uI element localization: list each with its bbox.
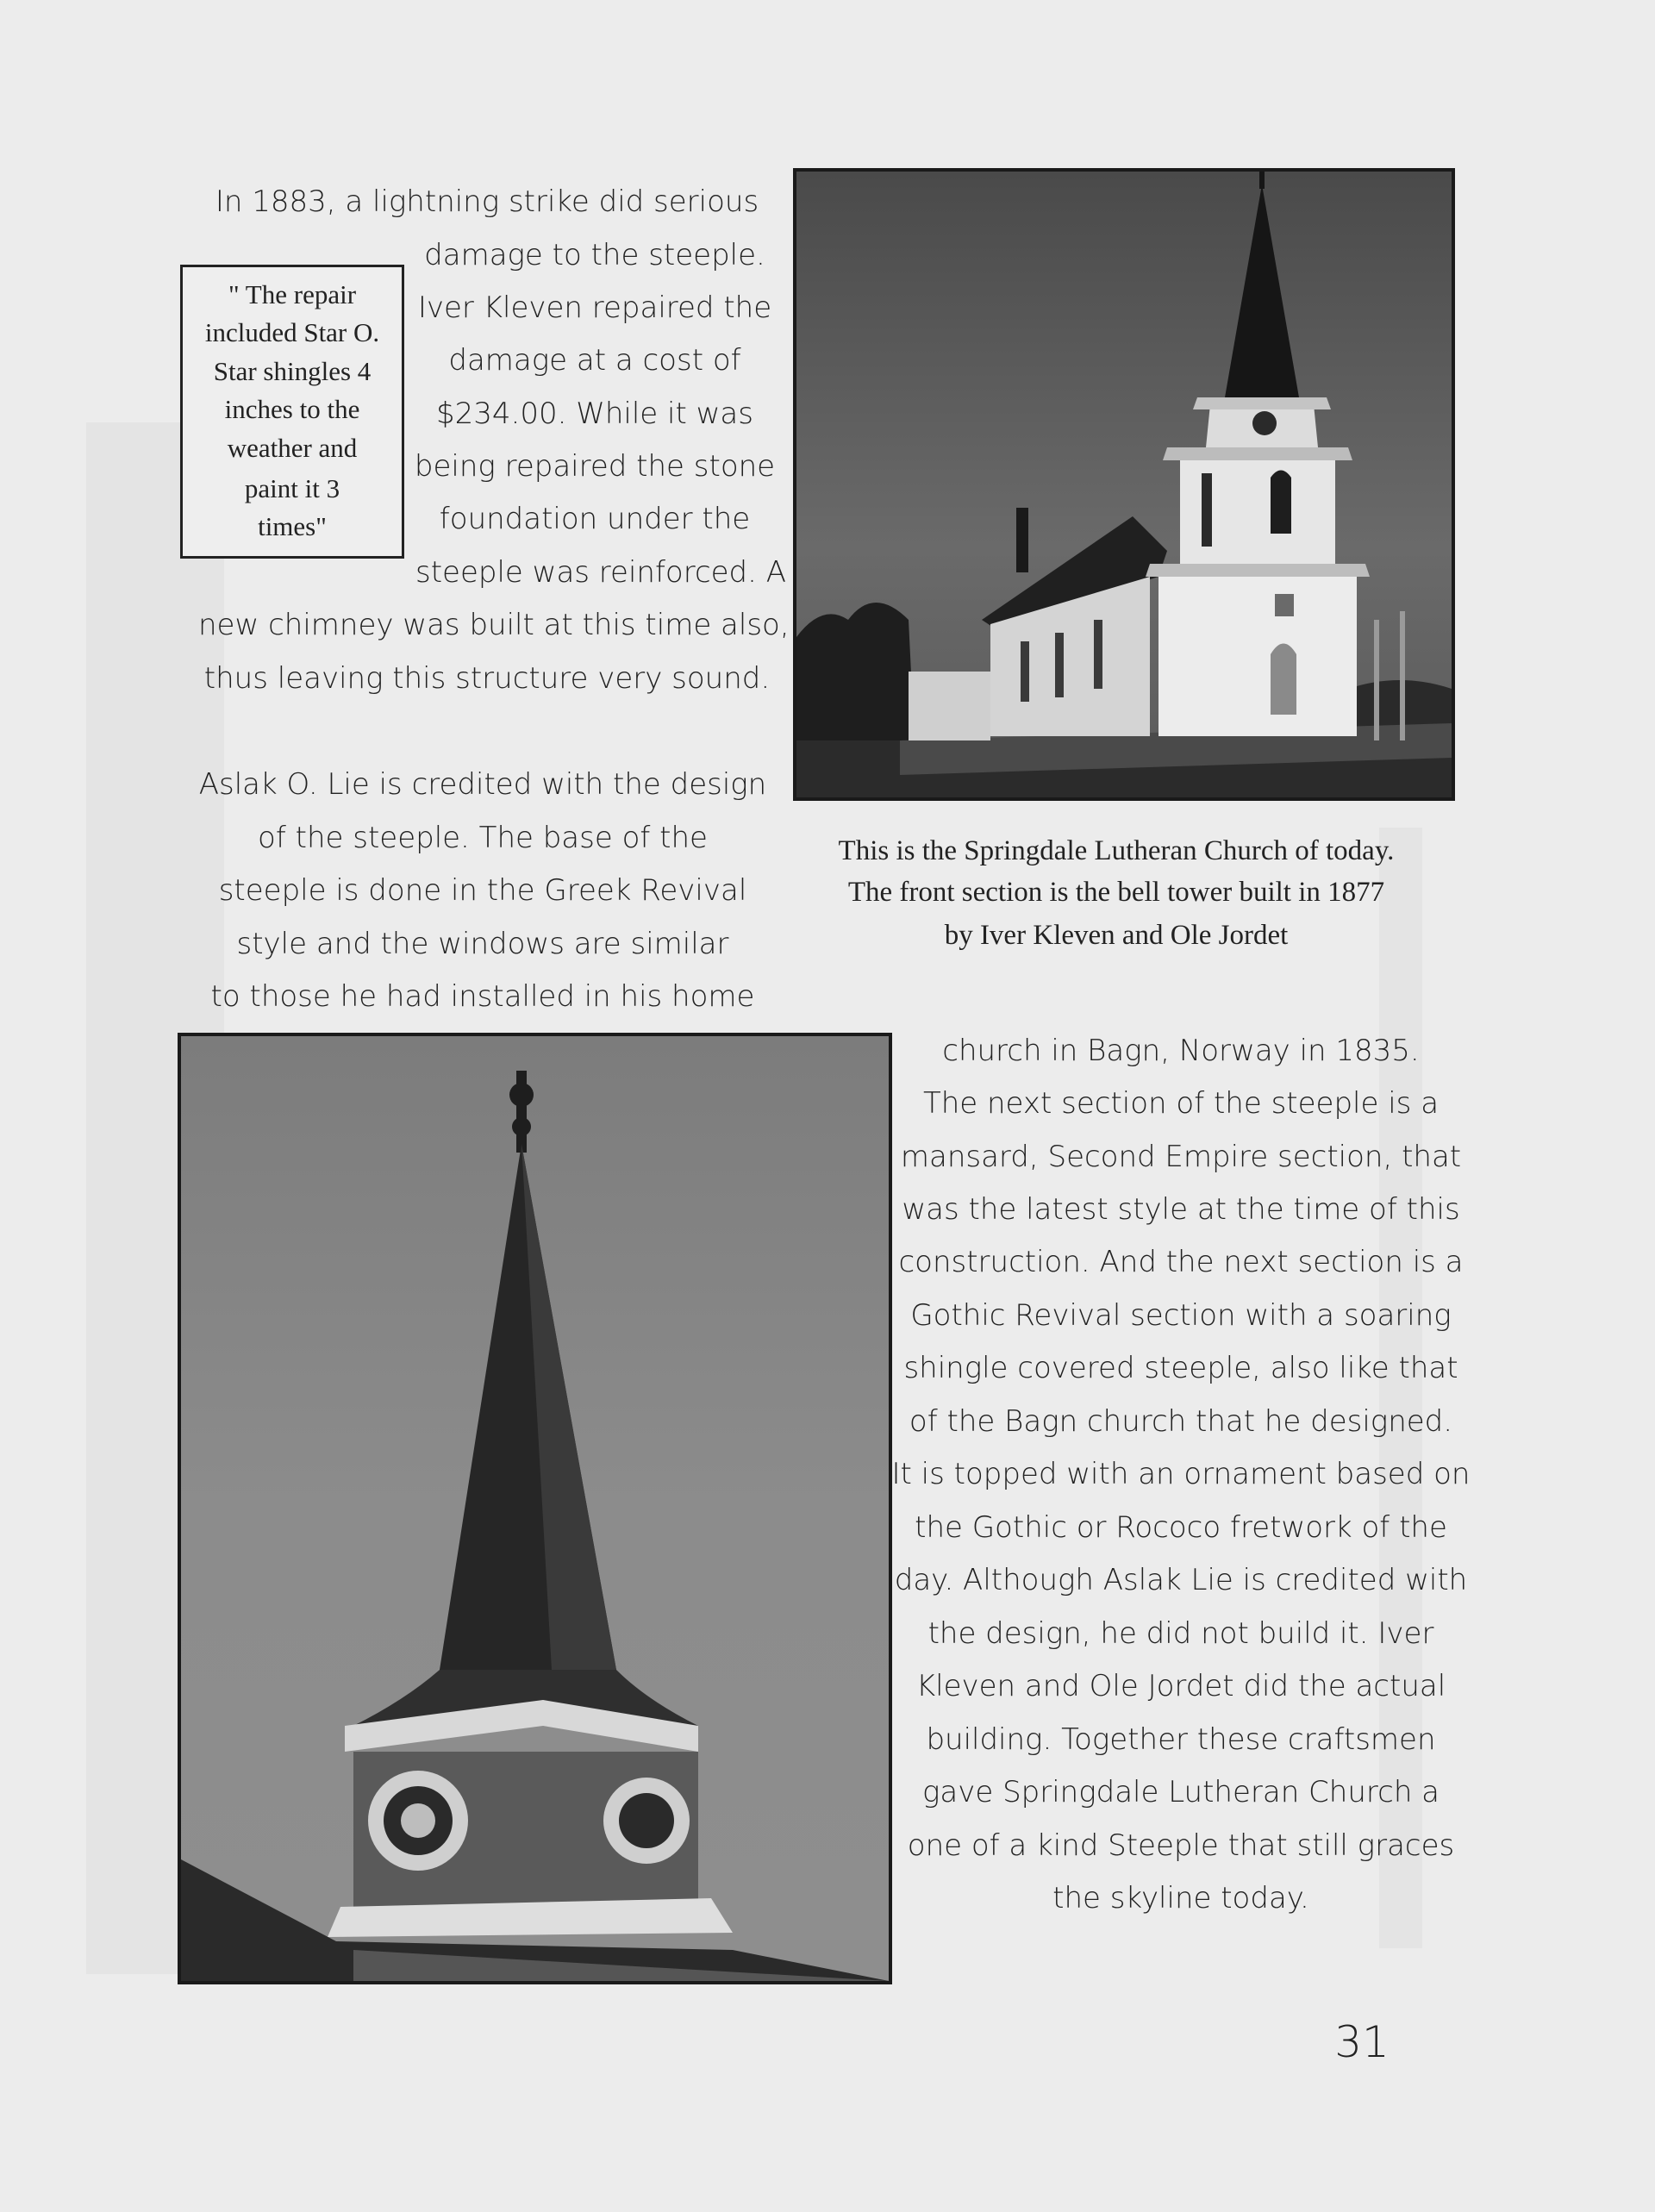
photo-caption-line: This is the Springdale Lutheran Church of today. [838,835,1395,866]
intro-line: Iver Kleven repaired the [417,291,772,325]
church-illustration [796,172,1452,797]
intro-line: thus leaving this structure very sound. [203,661,771,696]
intro-line: new chimney was built at this time also, [198,608,790,642]
intro-line: steeple was reinforced. A [415,555,787,590]
continued-line: mansard, Second Empire section, that [900,1140,1462,1174]
steeple-illustration [181,1036,889,1981]
continued-line: of the Bagn church that he designed. [909,1404,1453,1439]
quote-line: " The repair [228,279,357,309]
continued-line: It is topped with an ornament based on [891,1457,1471,1491]
quote-line: Star shingles 4 [213,356,372,386]
pull-quote-box [180,265,404,559]
continued-line: the design, he did not build it. Iver [927,1616,1434,1651]
quote-line: paint it 3 [244,473,340,503]
design-line: steeple is done in the Greek Revival [218,873,747,908]
continued-line: The next section of the steeple is a [922,1086,1440,1121]
continued-line: construction. And the next section is a [898,1245,1464,1279]
design-line: style and the windows are similar [236,927,729,961]
intro-line: In 1883, a lightning strike did serious [215,184,759,219]
intro-line: $234.00. While it was [436,397,753,431]
continued-line: church in Bagn, Norway in 1835. [942,1034,1420,1068]
church-photo [793,168,1455,801]
steeple-photo [178,1033,892,1984]
page-number: 31 [1334,2017,1390,2067]
continued-line: day. Although Aslak Lie is credited with [894,1563,1468,1597]
continued-line: shingle covered steeple, also like that [903,1351,1458,1385]
continued-line: gave Springdale Lutheran Church a [921,1775,1440,1809]
intro-line: damage at a cost of [448,343,741,378]
continued-line: one of a kind Steeple that still graces [907,1828,1455,1863]
continued-line: the skyline today. [1052,1881,1309,1915]
photo-caption-line: The front section is the bell tower built in 1877 [847,877,1385,908]
quote-line: weather and [227,433,358,463]
photo-caption-line: by Iver Kleven and Ole Jordet [944,920,1289,951]
continued-line: Gothic Revival section with a soaring [910,1298,1452,1333]
quote-line: times" [258,511,327,541]
design-line: to those he had installed in his home [210,979,755,1014]
continued-line: Kleven and Ole Jordet did the actual [915,1669,1446,1703]
quote-line: inches to the [224,394,360,424]
intro-line: being repaired the stone [414,449,776,484]
continued-line: building. Together these craftsmen [926,1722,1436,1757]
intro-line: damage to the steeple. [424,238,765,272]
quote-line: included Star O. [204,317,380,347]
intro-line: foundation under the [439,502,751,536]
continued-line: was the latest style at the time of this [902,1192,1460,1227]
design-line: Aslak O. Lie is credited with the design [198,767,767,802]
continued-line: the Gothic or Rococo fretwork of the [915,1510,1447,1545]
design-line: of the steeple. The base of the [258,821,708,855]
